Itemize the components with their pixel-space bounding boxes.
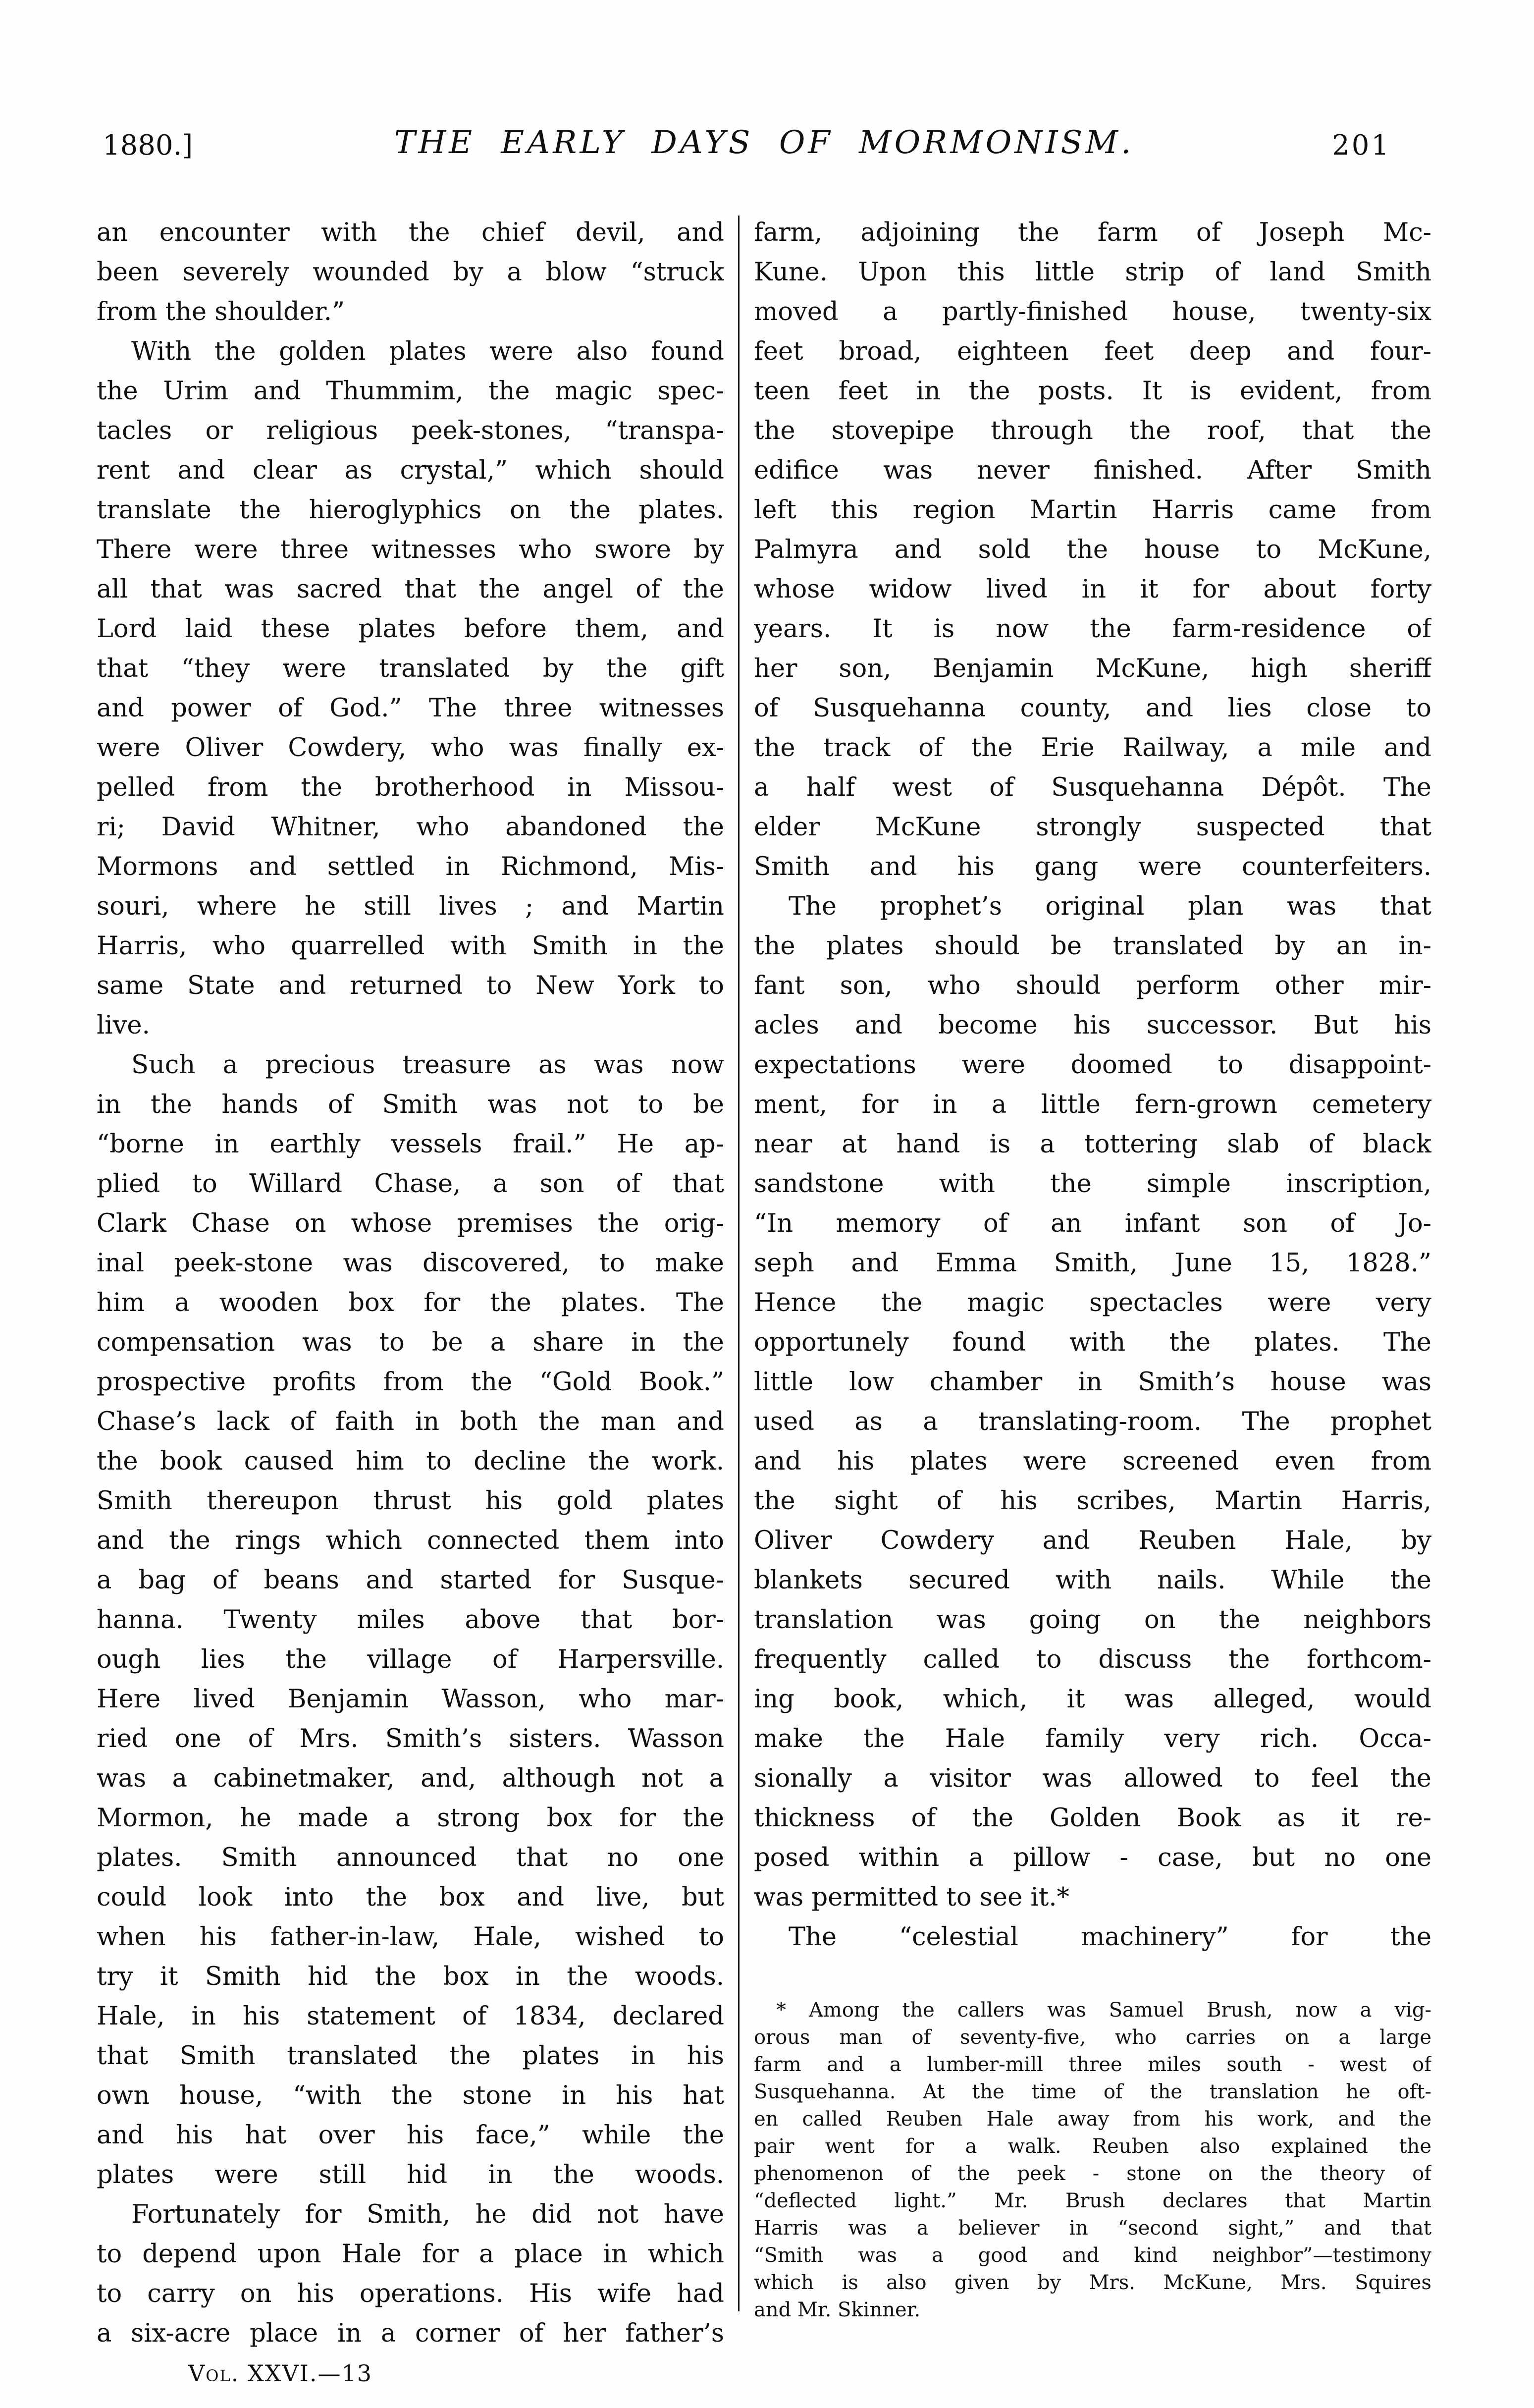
text-line: the sight of his scribes, Martin Harris, <box>754 1486 1431 1516</box>
text-line: left this region Martin Harris came from <box>754 495 1431 525</box>
text-line: Fortunately for Smith, he did not have <box>131 2200 724 2229</box>
text-line: Smith and his gang were counterfeiters. <box>754 852 1431 881</box>
text-line: teen feet in the posts. It is evident, from <box>754 377 1431 406</box>
text-line: Kune. Upon this little strip of land Smith <box>754 258 1431 287</box>
text-line: him a wooden box for the plates. The <box>97 1288 724 1317</box>
text-line: phenomenon of the peek - stone on the theory of <box>754 2162 1431 2185</box>
text-line: whose widow lived in it for about forty <box>754 575 1431 604</box>
text-line: elder McKune strongly suspected that <box>754 813 1431 842</box>
text-line: ough lies the village of Harpersville. <box>97 1645 724 1674</box>
left-text-column <box>97 213 724 2393</box>
text-line: which is also given by Mrs. McKune, Mrs. Squires <box>754 2271 1431 2294</box>
text-line: a half west of Susquehanna Dépôt. The <box>754 773 1431 802</box>
right-text-column <box>754 213 1431 2324</box>
text-line: plied to Willard Chase, a son of that <box>97 1169 724 1199</box>
text-line: ri; David Whitner, who abandoned the <box>97 813 724 842</box>
text-line: that “they were translated by the gift <box>97 654 724 683</box>
text-line: en called Reuben Hale away from his work, and the <box>754 2108 1431 2131</box>
text-line: “In memory of an infant son of Jo- <box>754 1209 1431 1238</box>
text-line: “deflected light.” Mr. Brush declares that Martin <box>754 2189 1431 2212</box>
text-line: rent and clear as crystal,” which should <box>97 456 724 485</box>
paragraph <box>754 887 1431 1917</box>
text-line: Harris, who quarrelled with Smith in the <box>97 931 724 961</box>
footnote-gap <box>754 1957 1431 1997</box>
footnote-paragraph <box>754 1997 1431 2324</box>
text-line: that Smith translated the plates in his <box>97 2041 724 2071</box>
text-line: near at hand is a tottering slab of black <box>754 1130 1431 1159</box>
text-line: could look into the box and live, but <box>97 1883 724 1912</box>
text-line: The “celestial machinery” for the <box>789 1922 1431 1952</box>
text-line: There were three witnesses who swore by <box>97 535 724 564</box>
text-line: the stovepipe through the roof, that the <box>754 416 1431 445</box>
text-line: “Smith was a good and kind neighbor”—testimony <box>754 2244 1431 2267</box>
text-line: The prophet’s original plan was that <box>789 892 1431 921</box>
text-line: feet broad, eighteen feet deep and four- <box>754 337 1431 366</box>
text-line: Lord laid these plates before them, and <box>97 614 724 644</box>
text-line: orous man of seventy-five, who carries on a large <box>754 2026 1431 2049</box>
volume-signature-note: Vol. XXVI.—13 <box>188 2360 372 2387</box>
text-line: pair went for a walk. Reuben also explained the <box>754 2135 1431 2158</box>
text-line: inal peek-stone was discovered, to make <box>97 1249 724 1278</box>
text-line: make the Hale family very rich. Occa- <box>754 1724 1431 1753</box>
paragraph <box>97 332 724 1045</box>
text-line: the track of the Erie Railway, a mile and <box>754 733 1431 763</box>
text-line: Hence the magic spectacles were very <box>754 1288 1431 1317</box>
text-line: frequently called to discuss the forthcom- <box>754 1645 1431 1674</box>
text-line: farm and a lumber-mill three miles south - west of <box>754 2053 1431 2076</box>
text-line: when his father-in-law, Hale, wished to <box>97 1922 724 1952</box>
text-line: pelled from the brotherhood in Missou- <box>97 773 724 802</box>
paragraph <box>97 1045 724 2195</box>
text-line: own house, “with the stone in his hat <box>97 2081 724 2110</box>
text-line: acles and become his successor. But his <box>754 1011 1431 1040</box>
text-line: to depend upon Hale for a place in which <box>97 2240 724 2269</box>
text-line: fant son, who should perform other mir- <box>754 971 1431 1000</box>
text-line: in the hands of Smith was not to be <box>97 1090 724 1119</box>
text-line: live. <box>97 1011 150 1040</box>
text-line: try it Smith hid the box in the woods. <box>97 1962 724 1991</box>
text-line: expectations were doomed to disappoint- <box>754 1050 1431 1080</box>
text-line: of Susquehanna county, and lies close to <box>754 694 1431 723</box>
text-line: all that was sacred that the angel of the <box>97 575 724 604</box>
text-line: Hale, in his statement of 1834, declared <box>97 2002 724 2031</box>
text-line: translation was going on the neighbors <box>754 1605 1431 1635</box>
text-line: Palmyra and sold the house to McKune, <box>754 535 1431 564</box>
text-line: ment, for in a little fern-grown cemetery <box>754 1090 1431 1119</box>
text-line: “borne in earthly vessels frail.” He ap- <box>97 1130 724 1159</box>
text-line: prospective profits from the “Gold Book.” <box>97 1368 724 1397</box>
text-line: and his plates were screened even from <box>754 1447 1431 1476</box>
text-line: sionally a visitor was allowed to feel the <box>754 1764 1431 1793</box>
text-line: Oliver Cowdery and Reuben Hale, by <box>754 1526 1431 1555</box>
text-line: and the rings which connected them into <box>97 1526 724 1555</box>
text-line: same State and returned to New York to <box>97 971 724 1000</box>
text-line: ing book, which, it was alleged, would <box>754 1685 1431 1714</box>
text-line: was a cabinetmaker, and, although not a <box>97 1764 724 1793</box>
paragraph <box>97 213 724 332</box>
text-line: tacles or religious peek-stones, “transpa- <box>97 416 724 445</box>
text-line: Mormons and settled in Richmond, Mis- <box>97 852 724 881</box>
text-line: her son, Benjamin McKune, high sheriff <box>754 654 1431 683</box>
text-line: and his hat over his face,” while the <box>97 2121 724 2150</box>
header-date: 1880.] <box>103 129 193 162</box>
text-line: hanna. Twenty miles above that bor- <box>97 1605 724 1635</box>
text-line: years. It is now the farm-residence of <box>754 614 1431 644</box>
text-line: blankets secured with nails. While the <box>754 1566 1431 1595</box>
paragraph <box>754 213 1431 887</box>
text-line: from the shoulder.” <box>97 297 345 327</box>
text-line: plates were still hid in the woods. <box>97 2160 724 2189</box>
paragraph <box>97 2195 724 2353</box>
text-line: used as a translating-room. The prophet <box>754 1407 1431 1436</box>
text-line: opportunely found with the plates. The <box>754 1328 1431 1357</box>
text-line: a six-acre place in a corner of her father’s <box>97 2319 724 2348</box>
text-line: been severely wounded by a blow “struck <box>97 258 724 287</box>
text-line: the plates should be translated by an in- <box>754 931 1431 961</box>
text-line: was permitted to see it.* <box>754 1883 1070 1912</box>
running-header <box>97 123 1431 167</box>
text-line: thickness of the Golden Book as it re- <box>754 1804 1431 1833</box>
text-line: to carry on his operations. His wife had <box>97 2279 724 2308</box>
page-title: THE EARLY DAYS OF MORMONISM. <box>394 124 1134 161</box>
page-number: 201 <box>1332 129 1391 162</box>
text-line: translate the hieroglyphics on the plates. <box>97 495 724 525</box>
paragraph <box>754 1917 1431 1957</box>
text-line: souri, where he still lives ; and Martin <box>97 892 724 921</box>
text-line: With the golden plates were also found <box>131 337 724 366</box>
text-line: Here lived Benjamin Wasson, who mar- <box>97 1685 724 1714</box>
text-line: posed within a pillow - case, but no one <box>754 1843 1431 1872</box>
column-divider-rule <box>738 216 740 2311</box>
text-line: ried one of Mrs. Smith’s sisters. Wasson <box>97 1724 724 1753</box>
text-line: Susquehanna. At the time of the translation he oft- <box>754 2080 1431 2103</box>
text-line: little low chamber in Smith’s house was <box>754 1368 1431 1397</box>
text-line: Smith thereupon thrust his gold plates <box>97 1486 724 1516</box>
text-line: sandstone with the simple inscription, <box>754 1169 1431 1199</box>
text-line: edifice was never finished. After Smith <box>754 456 1431 485</box>
text-line: were Oliver Cowdery, who was finally ex- <box>97 733 724 763</box>
text-line: * Among the callers was Samuel Brush, now a vig- <box>776 1999 1431 2022</box>
text-line: a bag of beans and started for Susque- <box>97 1566 724 1595</box>
text-line: Such a precious treasure as was now <box>131 1050 724 1080</box>
text-line: seph and Emma Smith, June 15, 1828.” <box>754 1249 1431 1278</box>
text-line: and power of God.” The three witnesses <box>97 694 724 723</box>
text-line: an encounter with the chief devil, and <box>97 218 724 247</box>
text-line: Harris was a believer in “second sight,” and that <box>754 2217 1431 2240</box>
text-line: and Mr. Skinner. <box>754 2299 921 2321</box>
text-line: the Urim and Thummim, the magic spec- <box>97 377 724 406</box>
text-line: Mormon, he made a strong box for the <box>97 1804 724 1833</box>
text-line: farm, adjoining the farm of Joseph Mc- <box>754 218 1431 247</box>
text-line: moved a partly-finished house, twenty-six <box>754 297 1431 327</box>
text-line: Clark Chase on whose premises the orig- <box>97 1209 724 1238</box>
text-line: the book caused him to decline the work. <box>97 1447 724 1476</box>
text-line: plates. Smith announced that no one <box>97 1843 724 1872</box>
text-line: compensation was to be a share in the <box>97 1328 724 1357</box>
text-line: Chase’s lack of faith in both the man and <box>97 1407 724 1436</box>
